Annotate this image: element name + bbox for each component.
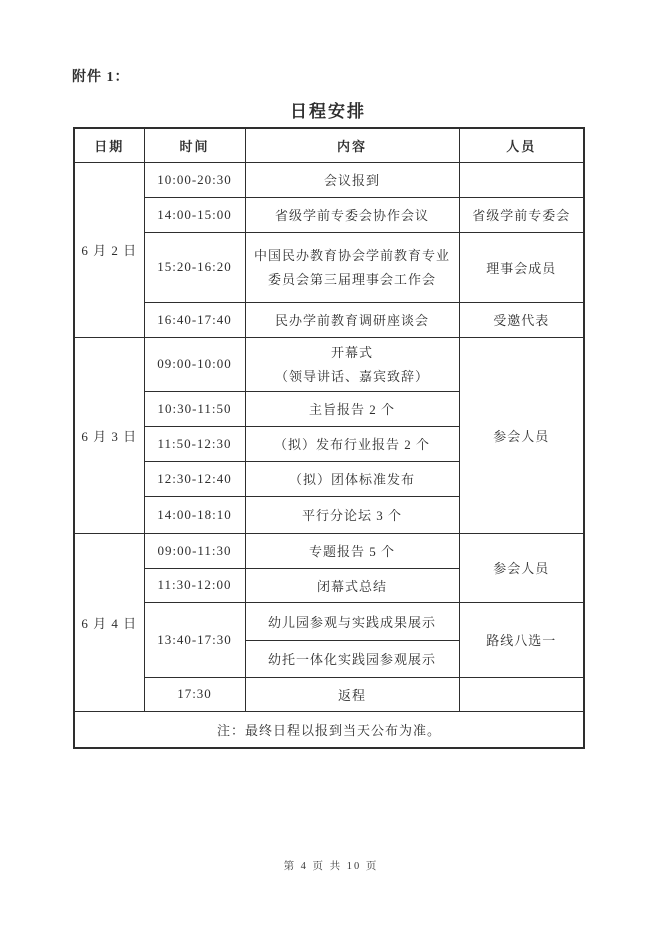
cell-time: 14:00-15:00 [144,197,245,232]
cell-content: 省级学前专委会协作会议 [245,197,459,232]
cell-personnel [459,162,584,197]
cell-content: （拟）发布行业报告 2 个 [245,426,459,461]
schedule-table [73,127,585,749]
cell-content [245,232,459,302]
cell-personnel-day2: 参会人员 [459,337,584,533]
cell-content: 专题报告 5 个 [245,533,459,568]
cell-content: 幼儿园参观与实践成果展示 [245,602,459,640]
cell-date-day2: 6 月 3 日 [74,337,144,533]
table-row [74,602,584,640]
header-personnel: 人员 [459,128,584,162]
content-line-2: （领导讲话、嘉宾致辞） [274,368,429,384]
cell-time: 11:50-12:30 [144,426,245,461]
table-note-row [74,711,584,748]
cell-time: 12:30-12:40 [144,461,245,496]
header-date: 日期 [74,128,144,162]
cell-personnel [459,677,584,711]
page-title: 日程安排 [290,102,366,121]
cell-time: 09:00-10:00 [144,337,245,391]
table-row [74,677,584,711]
cell-personnel-day3-morning: 参会人员 [459,533,584,602]
table-row [74,232,584,302]
cell-time: 15:20-16:20 [144,232,245,302]
cell-time-afternoon: 13:40-17:30 [144,602,245,677]
cell-personnel-day3-afternoon: 路线八选一 [459,602,584,677]
cell-content: 主旨报告 2 个 [245,391,459,426]
table-header-row [74,128,584,162]
cell-date-day3: 6 月 4 日 [74,533,144,711]
cell-date-day1: 6 月 2 日 [74,162,144,337]
cell-time: 16:40-17:40 [144,302,245,337]
cell-content: 民办学前教育调研座谈会 [245,302,459,337]
cell-time: 10:00-20:30 [144,162,245,197]
cell-content: 闭幕式总结 [245,568,459,602]
header-time: 时间 [144,128,245,162]
header-content: 内容 [245,128,459,162]
cell-content: 平行分论坛 3 个 [245,496,459,533]
content-line-2: 委员会第三届理事会工作会 [267,271,436,287]
content-line-1: 开幕式 [330,344,373,360]
content-line-1: 中国民办教育协会学前教育专业 [253,247,450,263]
table-row [74,302,584,337]
table-row [74,533,584,568]
table-note: 注：最终日程以报到当天公布为准。 [74,711,584,748]
cell-personnel: 省级学前专委会 [459,197,584,232]
cell-time: 09:00-11:30 [144,533,245,568]
table-row [74,197,584,232]
cell-time: 14:00-18:10 [144,496,245,533]
cell-personnel: 理事会成员 [459,232,584,302]
attachment-label: 附件 1： [72,70,130,85]
table-row [74,337,584,391]
page-number: 第 4 页 共 10 页 [283,861,379,872]
cell-time: 11:30-12:00 [144,568,245,602]
cell-content: 返程 [245,677,459,711]
table-row [74,162,584,197]
cell-content [245,337,459,391]
cell-content: 会议报到 [245,162,459,197]
cell-time: 10:30-11:50 [144,391,245,426]
cell-time: 17:30 [144,677,245,711]
cell-personnel: 受邀代表 [459,302,584,337]
cell-content: 幼托一体化实践园参观展示 [245,640,459,677]
cell-content: （拟）团体标准发布 [245,461,459,496]
